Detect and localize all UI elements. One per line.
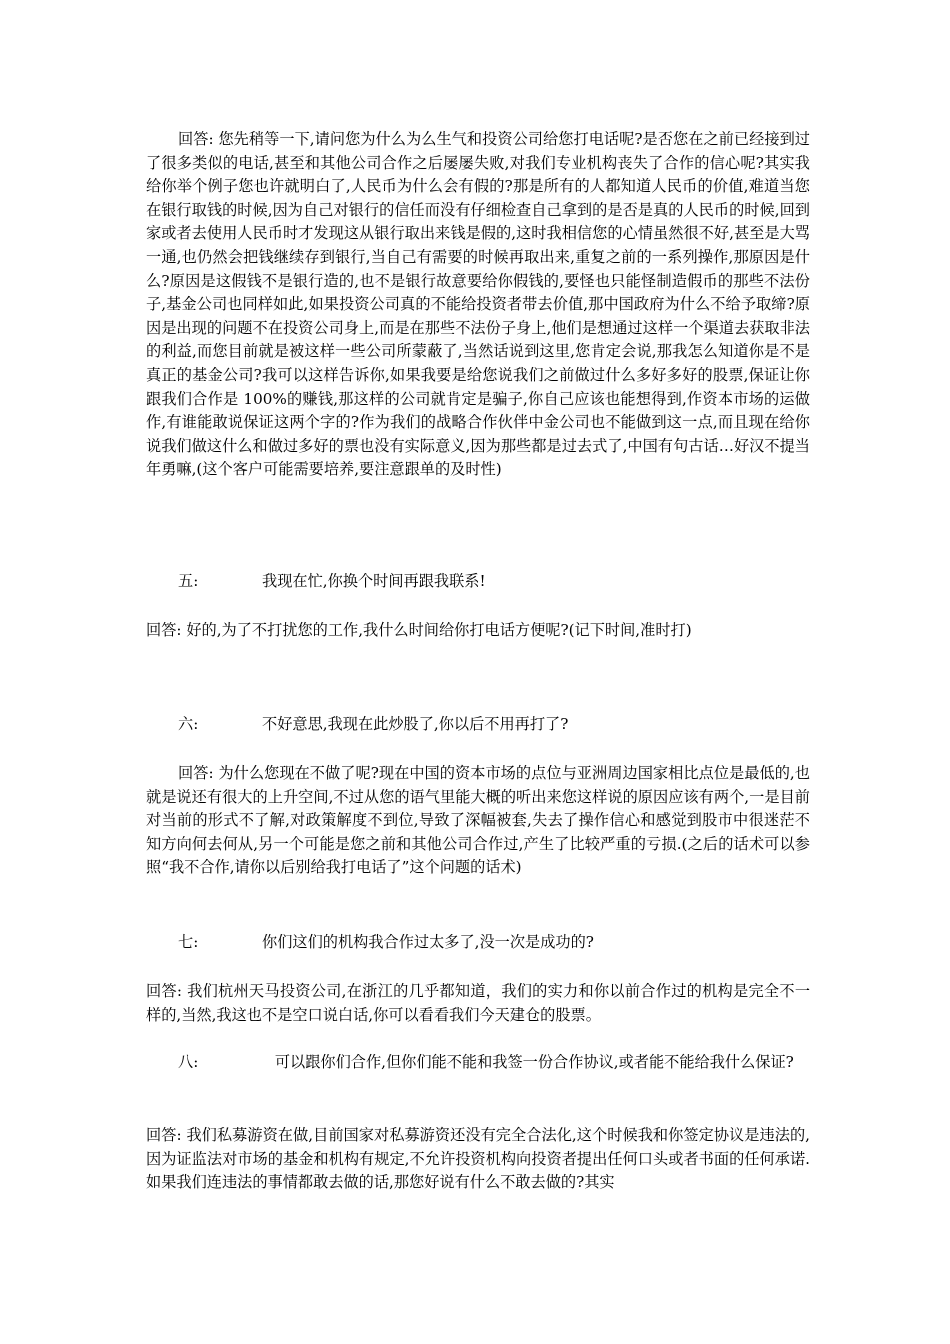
question-number: 五: <box>178 572 199 590</box>
answer-text: 我们杭州天马投资公司,在浙江的几乎都知道，我们的实力和你以前合作过的机构是完全不一样的,当然,我这也不是空口说白话,你可以看看我们今天建仓的股票。 <box>146 982 811 1024</box>
question-number: 六: <box>178 715 199 733</box>
question-5 <box>146 570 810 594</box>
question-text: 可以跟你们合作,但你们能不能和我签一份合作协议,或者能不能给我什么保证? <box>270 1053 794 1071</box>
question-number: 七: <box>178 933 199 951</box>
answer-text: 好的,为了不打扰您的工作,我什么时间给你打电话方便呢?(记下时间,准时打) <box>181 621 692 639</box>
answer-label: 回答: <box>178 130 214 148</box>
question-8 <box>146 1051 810 1075</box>
answer-text: 您先稍等一下,请问您为什么为么生气和投资公司给您打电话呢?是否您在之前已经接到过了很多类似的电话,甚至和其他公司合作之后屡屡失败,对我们专业机构丧失了合作的信心呢?其实我给你举个例子您也许就明白了,人民币为什么会有假的?那是所有的人都知道人民币的价值,难道当您在银行取钱的时候,因为自己对银行的信任而没有仔细检查自己拿到的是否是真的人民币的时候,回到家或者去使用人民币时才发现这从银行取出来钱是假的,这时我相信您的心情虽然很不好,甚至是大骂一通,也仍然会把钱继续存到银行,当自己有需要的时候再取出来,重复之前的一系列操作,那原因是什么?原因是这假钱不是银行造的,也不是银行故意要给你假钱的,要怪也只能怪制造假币的那些不法份子,基金公司也同样如此,如果投资公司真的不能给投资者带去价值,那中国政府为什么不给予取缔?原因是出现的问题不在投资公司身上,而是在那些不法份子身上,他们是想通过这样一个渠道去获取非法的利益,而您目前就是被这样一些公司所蒙蔽了,当然话说到这里,您肯定会说,那我怎么知道你是不是真正的基金公司?我可以这样告诉你,如果我要是给您说我们之前做过什么多好多好的股票,保证让你跟我们合作是 100%的赚钱,那这样的公司就肯定是骗子,你自己应该也能想得到,作资本市场的运做作,有谁能敢说保证这两个字的?作为我们的战略合作伙伴中金公司也不能做到这一点,而且现在给你说我们做这什么和做过多好的票也没有实际意义,因为那些都是过去式了,中国有句古话…好汉不提当年勇嘛,(这个客户可能需要培养,要注意跟单的及时性) <box>146 130 810 479</box>
question-6 <box>146 713 810 737</box>
answer-paragraph-1 <box>146 128 810 482</box>
answer-text: 我们私募游资在做,目前国家对私募游资还没有完全合法化,这个时候我和你签定协议是违法的,因为证监法对市场的基金和机构有规定,不允许投资机构向投资者提出任何口头或者书面的任何承诺.如果我们连违法的事情都敢去做的话,那您好说有什么不敢去做的?其实 <box>146 1126 811 1192</box>
answer-text: 为什么您现在不做了呢?现在中国的资本市场的点位与亚洲周边国家相比点位是最低的,也就是说还有很大的上升空间,不过从您的语气里能大概的听出来您这样说的原因应该有两个,一是目前对当前的形式不了解,对政策解度不到位,导致了深幅被套,失去了操作信心和感觉到股市中很迷茫不知方向何去何从,另一个可能是您之前和其他公司合作过,产生了比较严重的亏损.(之后的话术可以参照“我不合作,请你以后别给我打电话了”这个问题的话术) <box>146 764 810 877</box>
answer-label: 回答: <box>146 1126 182 1144</box>
answer-label: 回答: <box>146 621 182 639</box>
answer-7 <box>146 980 810 1027</box>
answer-label: 回答: <box>178 764 214 782</box>
answer-label: 回答: <box>146 982 183 1000</box>
question-number: 八: <box>178 1053 199 1071</box>
question-text: 我现在忙,你换个时间再跟我联系! <box>262 572 486 590</box>
question-text: 不好意思,我现在此炒股了,你以后不用再打了? <box>262 715 569 733</box>
answer-5 <box>146 619 810 643</box>
answer-6 <box>146 762 810 880</box>
question-text: 你们这们的机构我合作过太多了,没一次是成功的? <box>262 933 594 951</box>
answer-8 <box>146 1124 810 1195</box>
question-7 <box>146 931 810 955</box>
